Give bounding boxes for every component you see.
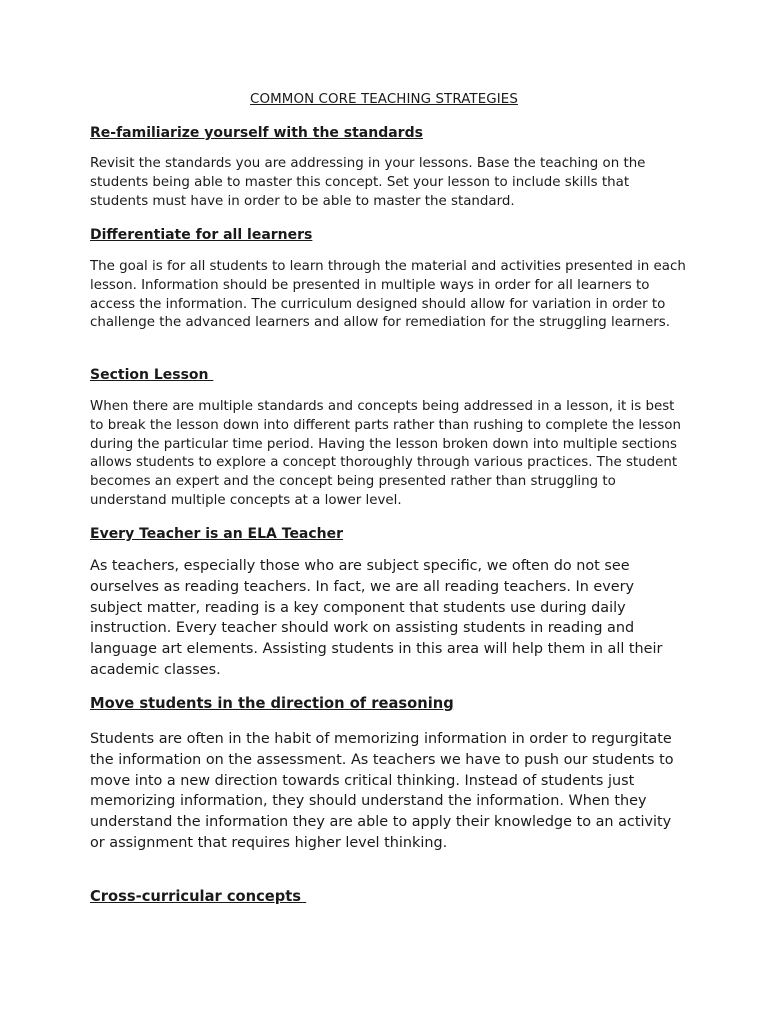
section-paragraph: When there are multiple standards and concepts being addressed in a lesson, it is best to break the lesson down into different parts rather than rushing to complete the lesson during the particular time period. Having the lesson broken down into multiple sections allows students to explore a concept thoroughly through various practices. The student becomes an expert and the concept being presented rather than struggling to understand multiple concepts at a lower level. <box>90 399 681 508</box>
section-heading: Every Teacher is an ELA Teacher <box>90 526 344 542</box>
section-heading: Differentiate for all learners <box>90 227 313 243</box>
section-heading: Re-familiarize yourself with the standards <box>90 125 423 141</box>
section-paragraph: Revisit the standards you are addressing in your lessons. Base the teaching on the students being able to master this concept. Set your lesson to include skills that students must have in order to be able to master the standard. <box>90 156 646 209</box>
section-paragraph: The goal is for all students to learn through the material and activities presented in each lesson. Information should be presented in multiple ways in order for all learners to access the information. The curriculum designed should allow for variation in order to challenge the advanced learners and allow for remediation for the struggling learners. <box>90 259 686 331</box>
section-paragraph: As teachers, especially those who are subject specific, we often do not see ourselves as reading teachers. In fact, we are all reading teachers. In every subject matter, reading is a key component that students use during daily instruction. Every teacher should work on assisting students in reading and language art elements. Assisting students in this area will help them in all their academic classes. <box>90 558 663 678</box>
section-paragraph: Students are often in the habit of memorizing information in order to regurgitate the information on the assessment. As teachers we have to push our students to move into a new direction towards critical thinking. Instead of students just memorizing information, they should understand the information. When they understand the information they are able to apply their knowledge to an activity or assignment that requires higher level thinking. <box>90 731 674 851</box>
section-heading: Section Lesson <box>90 367 214 383</box>
document-title: COMMON CORE TEACHING STRATEGIES <box>250 92 518 107</box>
section-heading: Move students in the direction of reasoning <box>90 695 454 712</box>
section-heading: Cross-curricular concepts <box>90 888 307 905</box>
